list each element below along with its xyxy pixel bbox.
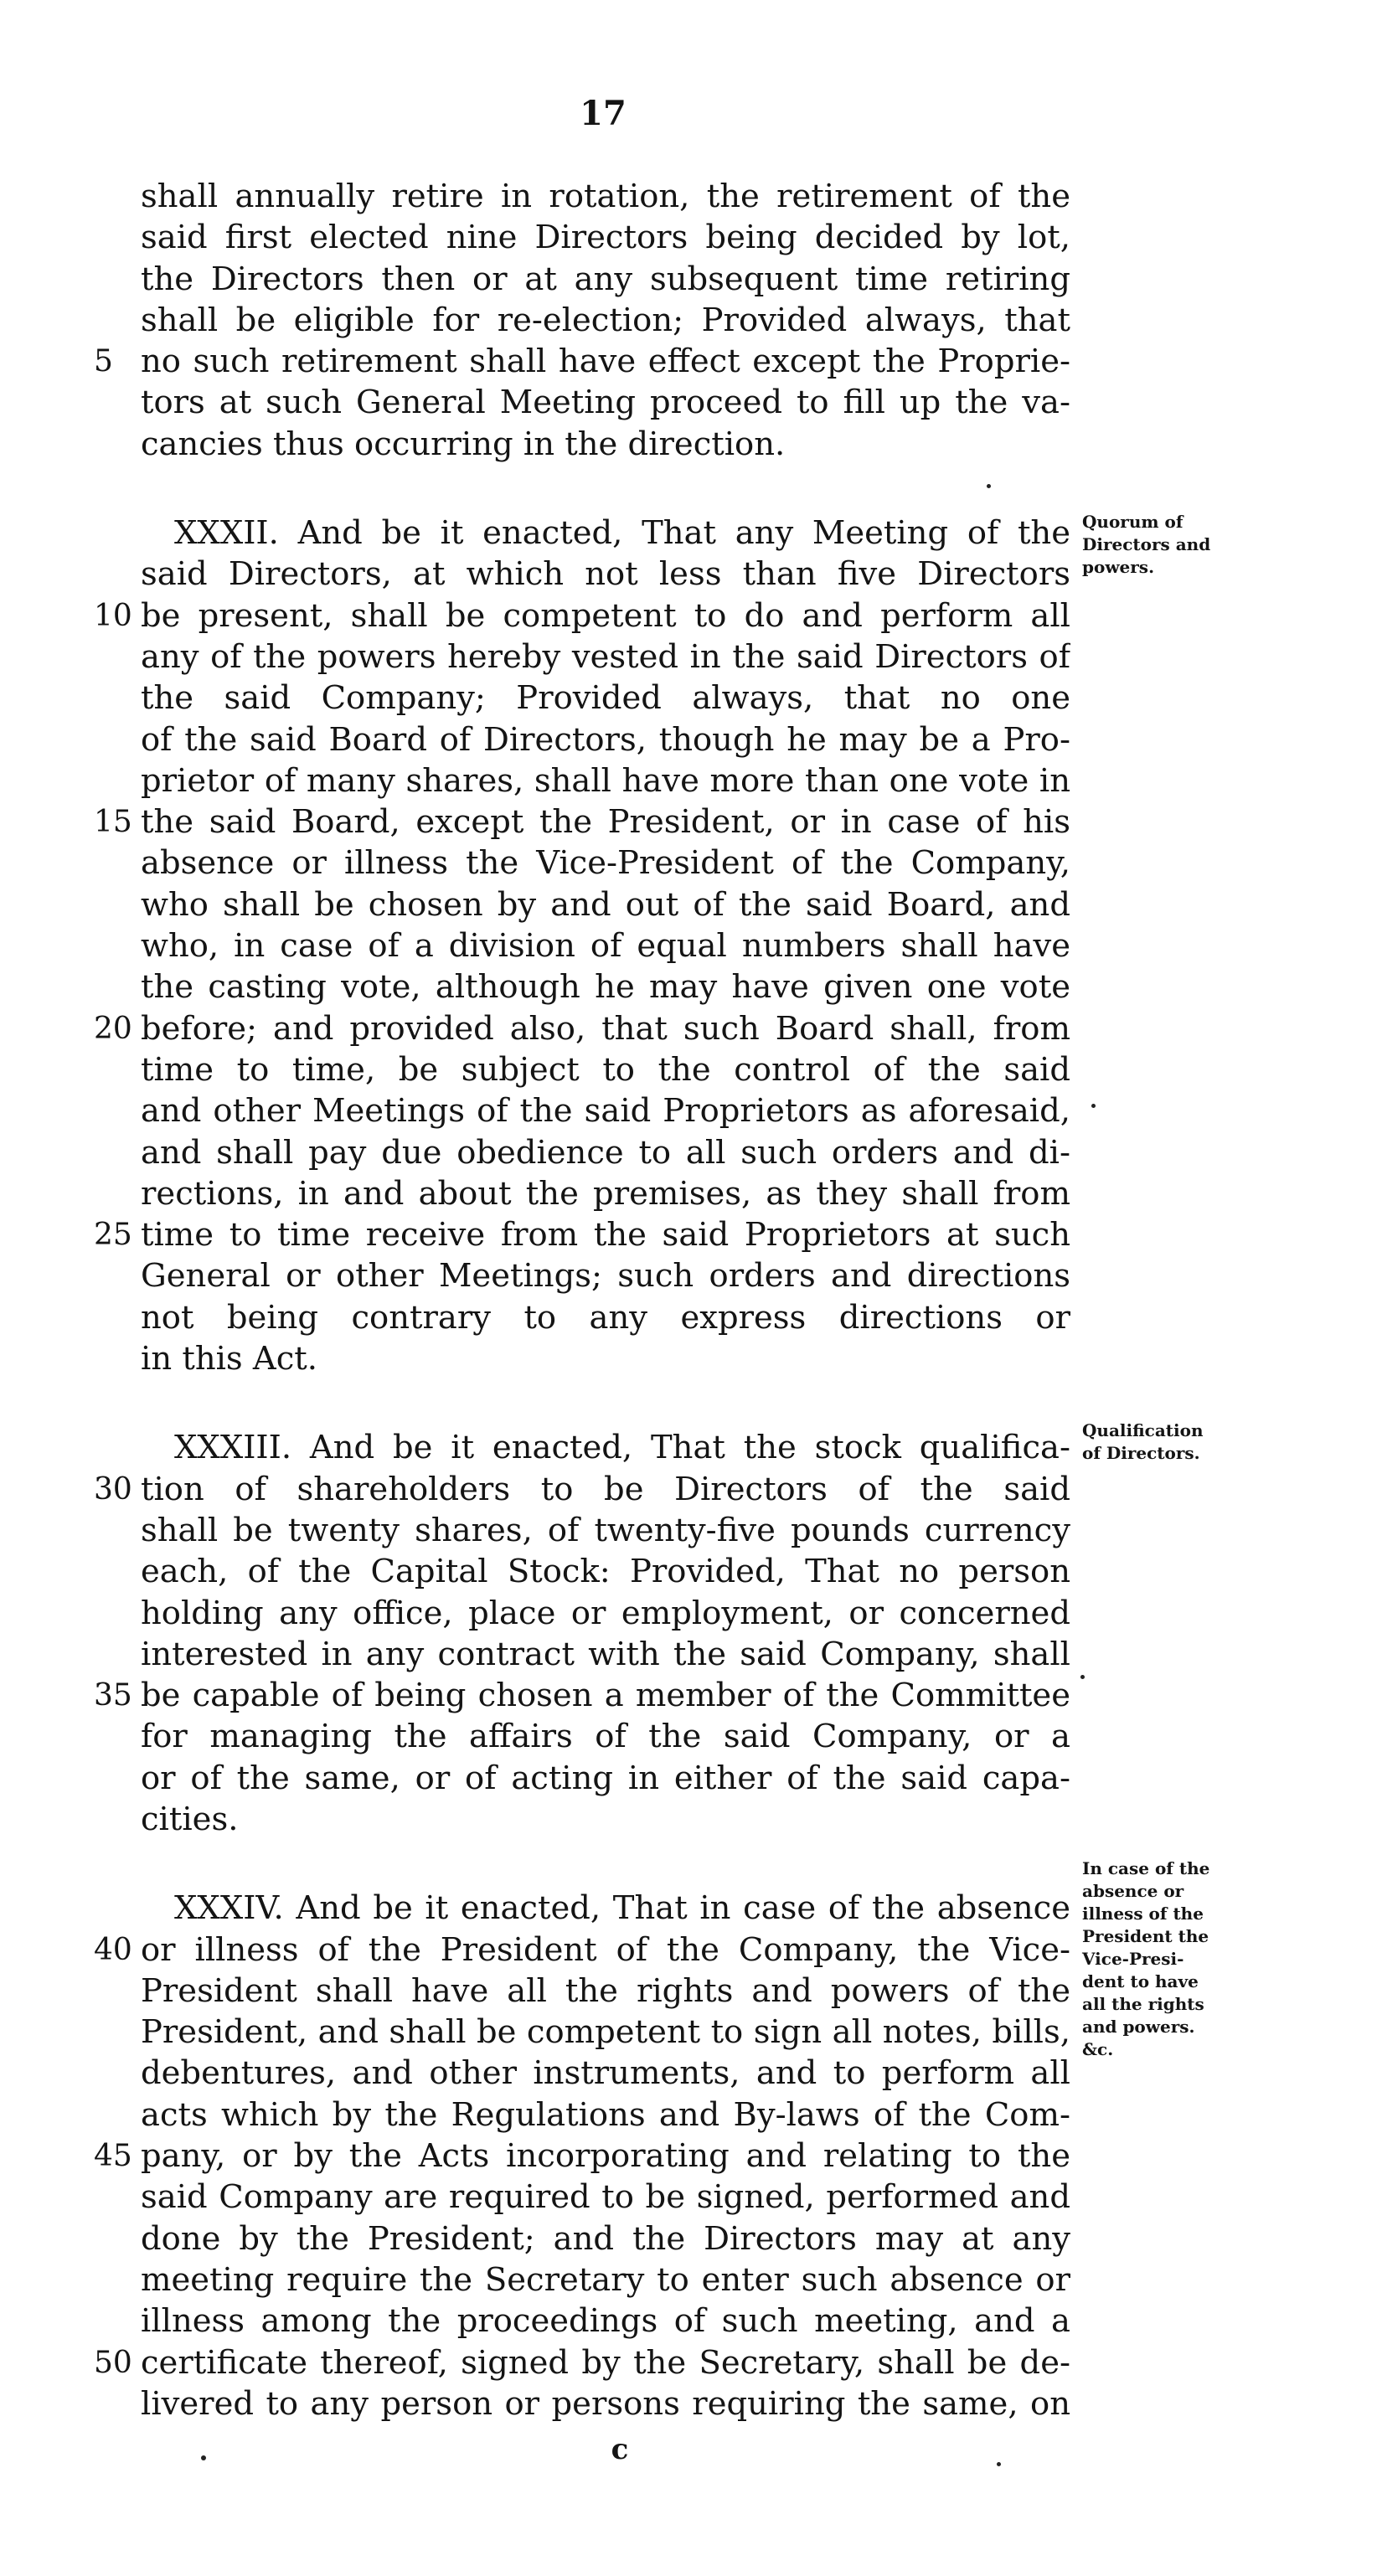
line-text: the Directors then or at any subsequent time retiring — [141, 260, 1070, 298]
line-text: be capable of being chosen a member of the Committee — [141, 1677, 1070, 1715]
text-line — [0, 300, 1382, 341]
line-text: and shall pay due obedience to all such orders and di- — [141, 1133, 1070, 1172]
text-line — [0, 884, 1382, 925]
ink-speck — [1080, 1675, 1085, 1679]
text-line — [0, 1551, 1382, 1592]
ink-speck — [987, 484, 991, 488]
line-number: 30 — [94, 1471, 132, 1507]
line-text: pany, or by the Acts incorporating and relating to the — [141, 2137, 1070, 2176]
text-line — [0, 1593, 1382, 1634]
line-text: no such retirement shall have effect except the Proprie- — [141, 343, 1070, 381]
text-line — [0, 636, 1382, 677]
line-text: who, in case of a division of equal numbers shall have — [141, 927, 1070, 966]
text-line — [0, 2136, 1382, 2177]
line-number: 50 — [94, 2345, 132, 2380]
text-line — [0, 2094, 1382, 2136]
line-number: 45 — [94, 2139, 132, 2174]
margin-note-qualification — [1082, 1419, 1258, 1465]
text-line — [0, 1799, 1382, 1840]
text-line — [0, 1008, 1382, 1049]
margin-note-line: Directors and — [1082, 534, 1211, 554]
margin-note-line: In case of the — [1082, 1858, 1210, 1878]
line-text: said Company are required to be signed, performed and — [141, 2178, 1070, 2217]
text-line — [0, 1297, 1382, 1338]
margin-note-absence — [1082, 1857, 1258, 2061]
text-line — [0, 1338, 1382, 1379]
text-line — [0, 1090, 1382, 1131]
line-text: any of the powers hereby vested in the said Directors of — [141, 637, 1070, 676]
text-line — [0, 1049, 1382, 1090]
line-text: President shall have all the rights and powers of the — [141, 1971, 1070, 2010]
text-line — [0, 424, 1382, 465]
line-text: done by the President; and the Directors may at any — [141, 2219, 1070, 2258]
page-number: 17 — [580, 94, 627, 133]
line-number: 35 — [94, 1678, 132, 1713]
line-text: of the said Board of Directors, though he may be a Pro- — [141, 720, 1070, 759]
line-text: interested in any contract with the said Company, shall — [141, 1635, 1070, 1673]
line-text: livered to any person or persons requiring the same, on — [141, 2384, 1070, 2423]
line-text: the casting vote, although he may have given one vote — [141, 968, 1070, 1007]
line-text: be present, shall be competent to do and perform all — [141, 596, 1070, 635]
line-text: cancies thus occurring in the direction. — [141, 425, 786, 463]
line-number: 25 — [94, 1218, 132, 1253]
line-text: or illness of the President of the Company, the Vice- — [141, 1930, 1070, 1969]
ink-speck — [1091, 1104, 1096, 1108]
margin-note-quorum — [1082, 511, 1258, 579]
line-text: XXXIII. And be it enacted, That the stock qualifica- — [174, 1429, 1070, 1467]
line-text: General or other Meetings; such orders and directions — [141, 1257, 1070, 1296]
margin-note-line: powers. — [1082, 557, 1155, 577]
line-text: XXXIV. And be it enacted, That in case of the absence — [174, 1889, 1070, 1928]
text-line — [0, 966, 1382, 1007]
line-text: certificate thereof, signed by the Secretary, shall be de- — [141, 2343, 1070, 2382]
margin-note-line: illness of the — [1082, 1904, 1204, 1924]
text-line — [0, 2259, 1382, 2300]
line-text: said Directors, at which not less than five Directors — [141, 555, 1070, 594]
margin-note-line: all the rights — [1082, 1994, 1204, 2014]
line-number: 40 — [94, 1932, 132, 1967]
line-text: absence or illness the Vice-President of the Company, — [141, 844, 1070, 883]
line-text: shall annually retire in rotation, the retirement of the — [141, 178, 1070, 215]
margin-note-line: Qualification — [1082, 1420, 1204, 1440]
line-number: 10 — [94, 598, 132, 633]
line-text: the said Board, except the President, or in case of his — [141, 803, 1070, 842]
line-number: 5 — [94, 344, 113, 379]
margin-note-line: Quorum of — [1082, 512, 1183, 532]
text-line — [0, 1675, 1382, 1716]
text-line — [0, 2383, 1382, 2424]
margin-note-line: President the — [1082, 1926, 1209, 1946]
line-text: tion of shareholders to be Directors of the said — [141, 1470, 1070, 1508]
text-line — [0, 1255, 1382, 1296]
line-text: acts which by the Regulations and By-laws of the Com- — [141, 2095, 1070, 2134]
text-line — [0, 1469, 1382, 1510]
line-text: meeting require the Secretary to enter such absence or — [141, 2260, 1070, 2299]
text-line — [0, 259, 1382, 300]
text-line — [0, 842, 1382, 884]
text-line — [0, 1758, 1382, 1799]
text-line — [0, 2300, 1382, 2342]
margin-note-line: &c. — [1082, 2039, 1114, 2059]
line-text: XXXII. And be it enacted, That any Meeting of the — [174, 514, 1070, 553]
text-line — [0, 1634, 1382, 1675]
text-line — [0, 1510, 1382, 1551]
text-line — [0, 719, 1382, 760]
text-line — [0, 2218, 1382, 2259]
paragraph-gap — [0, 465, 1382, 513]
text-line — [0, 1173, 1382, 1214]
text-line — [0, 595, 1382, 636]
text-line — [0, 677, 1382, 719]
text-line — [0, 341, 1382, 382]
margin-note-line: and powers. — [1082, 2017, 1195, 2037]
text-line — [0, 1132, 1382, 1173]
line-number: 15 — [94, 805, 132, 840]
line-text: said first elected nine Directors being decided by lot, — [141, 219, 1070, 257]
text-line — [0, 2342, 1382, 2383]
margin-note-line: dent to have — [1082, 1971, 1199, 1991]
text-line — [0, 1716, 1382, 1757]
margin-note-line: absence or — [1082, 1881, 1184, 1901]
line-number: 20 — [94, 1011, 132, 1046]
line-text: or of the same, or of acting in either of the said capa- — [141, 1759, 1070, 1797]
line-text: time to time receive from the said Proprietors at such — [141, 1216, 1070, 1255]
line-text: cities. — [141, 1800, 239, 1838]
line-text: shall be eligible for re-election; Provided always, that — [141, 301, 1070, 339]
margin-note-line: of Directors. — [1082, 1443, 1200, 1463]
line-text: shall be twenty shares, of twenty-five pounds currency — [141, 1511, 1070, 1549]
line-text: tors at such General Meeting proceed to fill up the va- — [141, 384, 1070, 422]
text-line — [0, 1214, 1382, 1255]
margin-note-line: Vice-Presi- — [1082, 1949, 1184, 1969]
text-line — [0, 801, 1382, 842]
line-text: who shall be chosen by and out of the said Board, and — [141, 885, 1070, 924]
line-text: each, of the Capital Stock: Provided, That no person — [141, 1553, 1070, 1591]
line-text: prietor of many shares, shall have more than one vote in — [141, 761, 1070, 800]
line-text: in this Act. — [141, 1340, 317, 1378]
text-line — [0, 925, 1382, 966]
text-line — [0, 2177, 1382, 2218]
line-text: the said Company; Provided always, that no one — [141, 679, 1070, 718]
line-text: illness among the proceedings of such meeting, and a — [141, 2302, 1070, 2341]
text-line — [0, 382, 1382, 423]
line-text: time to time, be subject to the control of the said — [141, 1050, 1070, 1089]
ink-speck — [201, 2455, 206, 2460]
line-text: debentures, and other instruments, and to perform all — [141, 2054, 1070, 2093]
line-text: President, and shall be competent to sign all notes, bills, — [141, 2013, 1070, 2052]
line-text: before; and provided also, that such Board shall, from — [141, 1009, 1070, 1048]
line-text: and other Meetings of the said Proprietors as aforesaid, — [141, 1092, 1070, 1131]
text-line — [0, 760, 1382, 801]
signature-mark: c — [611, 2433, 629, 2466]
line-text: not being contrary to any express directions or — [141, 1298, 1070, 1337]
line-text: rections, in and about the premises, as they shall from — [141, 1174, 1070, 1213]
line-text: for managing the affairs of the said Company, or a — [141, 1718, 1070, 1756]
ink-speck — [997, 2462, 1001, 2466]
text-line — [0, 217, 1382, 258]
text-line — [0, 176, 1382, 217]
line-text: holding any office, place or employment, or concerned — [141, 1594, 1070, 1632]
